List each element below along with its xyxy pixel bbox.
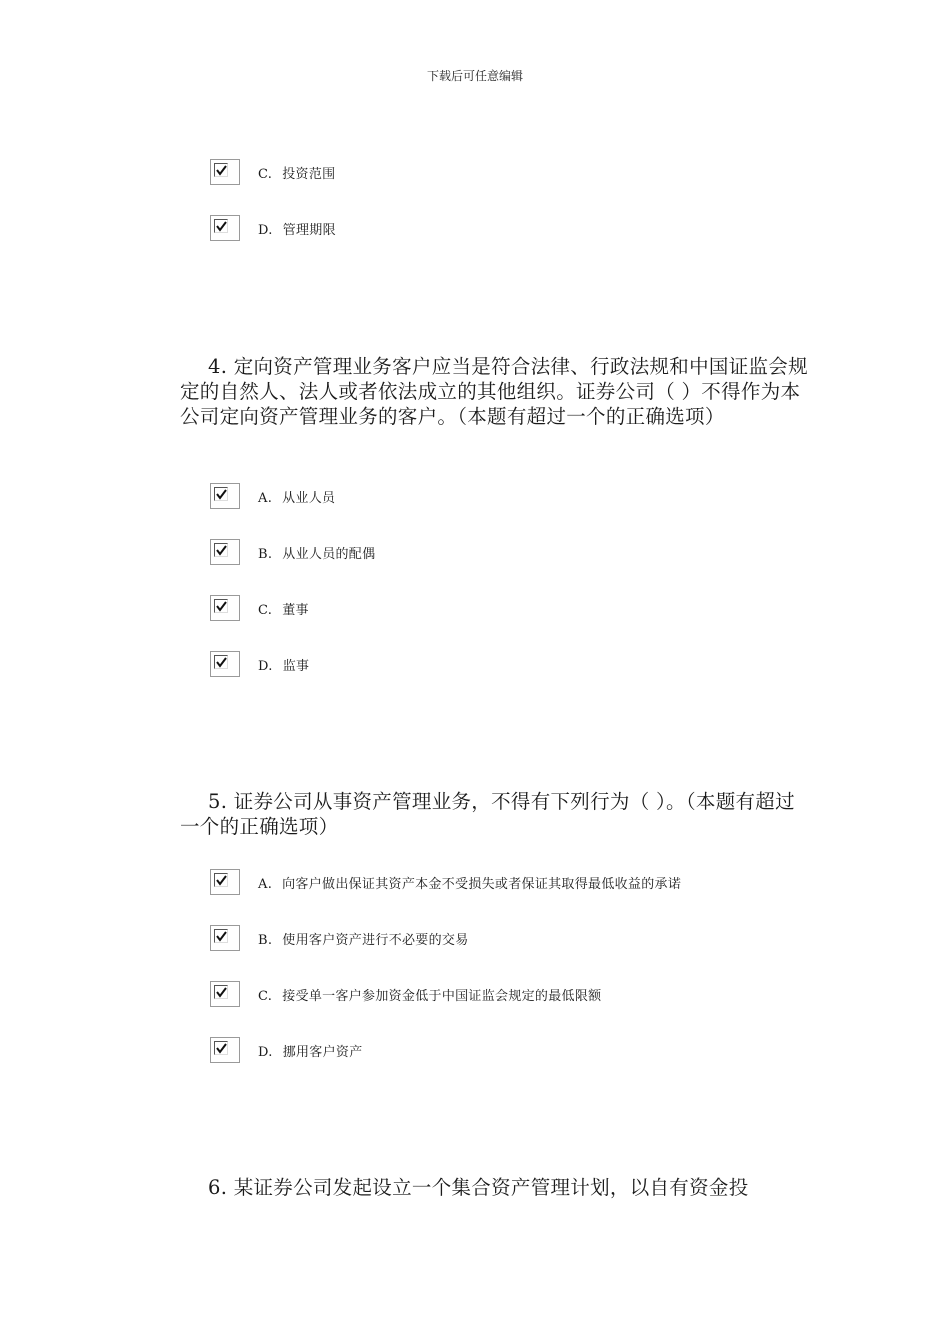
option-4b[interactable] (210, 537, 375, 567)
checkmark-icon (216, 601, 227, 612)
option-5c[interactable] (210, 979, 601, 1009)
option-letter: B. (258, 932, 273, 948)
checkbox[interactable] (210, 651, 240, 677)
option-label: 从业人员 (282, 490, 336, 506)
option-letter: C. (258, 602, 273, 618)
option-4c[interactable] (210, 593, 309, 623)
option-c-investment-scope[interactable] (210, 157, 335, 187)
option-letter: C. (258, 166, 273, 182)
option-letter: B. (258, 546, 273, 562)
option-5b[interactable] (210, 923, 469, 953)
checkmark-icon (216, 489, 227, 500)
option-4d[interactable] (210, 649, 309, 679)
option-letter: D. (258, 222, 273, 238)
option-letter: D. (258, 658, 273, 674)
option-label: 投资范围 (282, 166, 336, 182)
checkbox[interactable] (210, 539, 240, 565)
option-label: 董事 (282, 602, 309, 618)
question-6: 6. 某证券公司发起设立一个集合资产管理计划，以自有资金投 (208, 1176, 749, 1199)
option-5a[interactable] (210, 867, 681, 897)
checkmark-icon (216, 1043, 227, 1054)
checkbox[interactable] (210, 869, 240, 895)
option-5d[interactable] (210, 1035, 363, 1065)
page-header: 下载后可任意编辑 (426, 69, 523, 83)
option-label: 挪用客户资产 (282, 1044, 363, 1060)
option-letter: D. (258, 1044, 273, 1060)
option-label: 管理期限 (282, 222, 336, 238)
checkmark-icon (216, 987, 227, 998)
checkbox[interactable] (210, 483, 240, 509)
checkbox[interactable] (210, 981, 240, 1007)
option-d-management-term[interactable] (210, 213, 336, 243)
checkbox[interactable] (210, 215, 240, 241)
checkmark-icon (216, 875, 227, 886)
option-label: 向客户做出保证其资产本金不受损失或者保证其取得最低收益的承诺 (282, 876, 682, 892)
option-letter: A. (258, 876, 273, 892)
checkbox[interactable] (210, 595, 240, 621)
question-4: 4. 定向资产管理业务客户应当是符合法律、行政法规和中国证监会规定的自然人、法人或者依法成立的其他组织。证券公司（ ）不得作为本公司定向资产管理业务的客户。（本题有超过一个的正确选项） (180, 355, 808, 428)
checkmark-icon (216, 931, 227, 942)
option-letter: A. (258, 490, 273, 506)
checkmark-icon (216, 545, 227, 556)
checkmark-icon (216, 165, 227, 176)
checkmark-icon (216, 221, 227, 232)
option-label: 使用客户资产进行不必要的交易 (282, 932, 469, 948)
checkbox[interactable] (210, 159, 240, 185)
option-label: 监事 (282, 658, 310, 674)
option-letter: C. (258, 988, 273, 1004)
checkbox[interactable] (210, 925, 240, 951)
option-label: 接受单一客户参加资金低于中国证监会规定的最低限额 (282, 988, 602, 1004)
option-label: 从业人员的配偶 (282, 546, 376, 562)
option-4a[interactable] (210, 481, 335, 511)
checkbox[interactable] (210, 1037, 240, 1063)
checkmark-icon (216, 657, 227, 668)
question-5: 5. 证券公司从事资产管理业务，不得有下列行为（ ）。（本题有超过一个的正确选项） (180, 790, 795, 838)
